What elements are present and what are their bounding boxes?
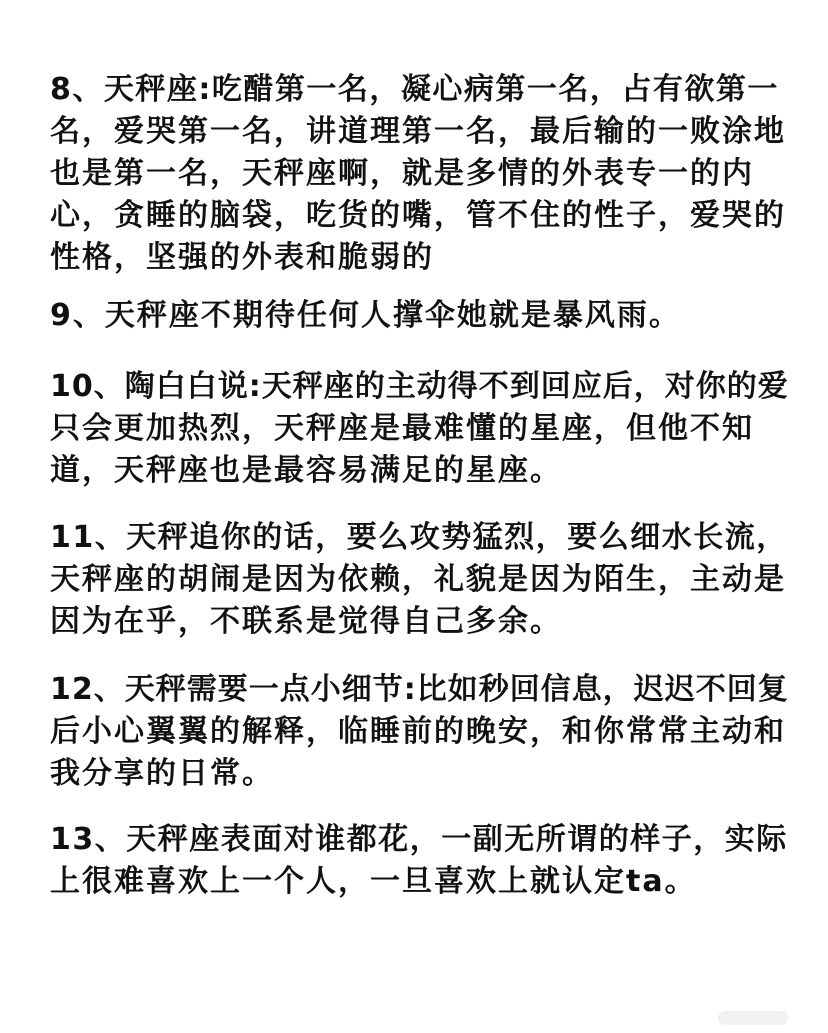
paragraph-line: 我分享的日常。 — [50, 756, 274, 791]
paragraph-line: 也是第一名，天秤座啊，就是多情的外表专一的内 — [50, 156, 754, 191]
paragraph-line: 11、天秤追你的话，要么攻势猛烈，要么细水长流， — [50, 520, 788, 555]
paragraph-line: 只会更加热烈，天秤座是最难懂的星座，但他不知 — [50, 411, 754, 446]
paragraph-line: 9、天秤座不期待任何人撑伞她就是暴风雨。 — [50, 298, 681, 333]
paragraph-13 — [50, 819, 790, 903]
paragraph-line: 心，贪睡的脑袋，吃货的嘴，管不住的性子，爱哭的 — [50, 198, 786, 233]
paragraph-8 — [50, 69, 790, 279]
watermark — [718, 1011, 788, 1025]
paragraph-line: 12、天秤需要一点小细节:比如秒回信息，迟迟不回复 — [50, 672, 789, 707]
paragraph-line: 10、陶白白说:天秤座的主动得不到回应后，对你的爱 — [50, 369, 789, 404]
paragraph-11 — [50, 517, 790, 643]
paragraph-line: 13、天秤座表面对谁都花，一副无所谓的样子，实际 — [50, 822, 788, 857]
paragraph-line: 天秤座的胡闹是因为依赖，礼貌是因为陌生，主动是 — [50, 562, 786, 597]
paragraph-10 — [50, 366, 790, 492]
paragraph-line: 道，天秤座也是最容易满足的星座。 — [50, 453, 562, 488]
paragraph-line: 后小心翼翼的解释，临睡前的晚安，和你常常主动和 — [50, 714, 786, 749]
paragraph-line: 性格，坚强的外表和脆弱的 — [50, 240, 434, 275]
paragraph-12 — [50, 669, 790, 795]
paragraph-line: 8、天秤座:吃醋第一名，凝心病第一名，占有欲第一 — [50, 72, 779, 107]
paragraph-9 — [50, 295, 790, 337]
paragraph-line: 名，爱哭第一名，讲道理第一名，最后输的一败涂地 — [50, 114, 786, 149]
paragraph-line: 上很难喜欢上一个人，一旦喜欢上就认定ta。 — [50, 864, 697, 899]
paragraph-line: 因为在乎，不联系是觉得自己多余。 — [50, 604, 562, 639]
